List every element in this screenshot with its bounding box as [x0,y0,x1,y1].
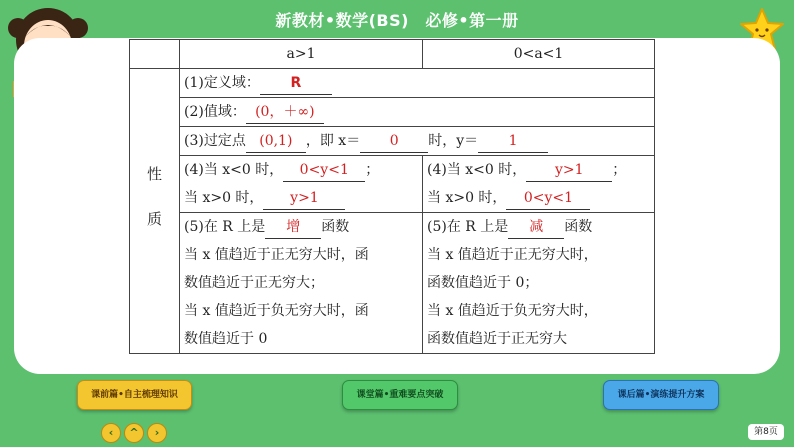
post-class-button[interactable]: 课后篇•演练提升方案 [603,380,719,410]
monotonic-left-text: 当 x 值趋近于正无穷大时，函 [184,247,369,263]
fixed-point-mid2: 时，y＝ [428,133,479,149]
monotonic-right-prefix: (5)在 R 上是 [427,219,509,235]
row-label: 性质 [145,166,163,256]
sign-right-line2: 当 x>0 时， [427,190,507,206]
sign-right-answer2: 0<y<1 [506,188,590,210]
range-prefix: (2)值域： [184,104,246,120]
monotonic-right-suffix: 函数 [564,219,593,235]
monotonic-left-suffix: 函数 [321,219,350,235]
col-header-a-between-0-1: 0<a<1 [423,40,655,69]
header-empty-cell [130,40,180,69]
table-row [130,156,655,213]
sign-left-answer2: y>1 [263,188,345,210]
pre-class-button[interactable]: 课前篇•自主梳理知识 [77,380,192,410]
sign-right-cell [423,156,655,213]
monotonic-left-text: 数值趋近于正无穷大； [184,275,324,291]
monotonic-left-prefix: (5)在 R 上是 [184,219,266,235]
monotonic-right-cell [423,213,655,354]
domain-cell [180,69,655,98]
header [0,0,794,40]
sign-right-line1: (4)当 x<0 时， [427,162,527,178]
monotonic-right-text: 函数值趋近于正无穷大 [427,331,567,347]
monotonic-right-answer: 减 [508,217,564,239]
fixed-point-x-answer: 0 [360,131,428,153]
range-cell [180,98,655,127]
monotonic-right-text: 当 x 值趋近于负无穷大时， [427,303,598,319]
sign-left-line1: (4)当 x<0 时， [184,162,284,178]
fixed-point-cell [180,127,655,156]
header-title: 新教材•数学(BS) 必修•第一册 [275,11,519,30]
table-header-row [130,40,655,69]
monotonic-right-text: 当 x 值趋近于正无穷大时， [427,247,598,263]
monotonic-left-answer: 增 [265,217,321,239]
row-label-cell [130,69,180,354]
sign-right-answer1: y>1 [526,160,612,182]
sign-left-end1: ； [365,162,380,178]
sign-left-line2: 当 x>0 时， [184,190,264,206]
page-number: 第8页 [748,424,784,440]
table-row [130,69,655,98]
home-icon[interactable]: ^ [124,423,144,443]
range-answer: (0，＋∞) [246,102,324,124]
monotonic-left-text: 数值趋近于 0 [184,331,268,347]
monotonic-left-cell [180,213,423,354]
domain-answer: R [260,73,332,95]
table-row [130,213,655,354]
exponential-properties-table [129,39,655,354]
monotonic-right-text: 函数值趋近于 0； [427,275,539,291]
sign-left-answer1: 0<y<1 [283,160,365,182]
fixed-point-mid1: ，即 x＝ [305,133,361,149]
fixed-point-answer: (0,1) [246,131,306,153]
in-class-button[interactable]: 课堂篇•重难要点突破 [342,380,458,410]
sign-left-cell [180,156,423,213]
fixed-point-y-answer: 1 [478,131,548,153]
prev-page-icon[interactable]: ‹ [101,423,121,443]
next-page-icon[interactable]: › [147,423,167,443]
domain-prefix: (1)定义域： [184,75,260,91]
table-row [130,127,655,156]
fixed-point-prefix: (3)过定点 [184,133,246,149]
col-header-a-gt-1: a>1 [180,40,423,69]
monotonic-left-text: 当 x 值趋近于负无穷大时，函 [184,303,369,319]
table-row [130,98,655,127]
sign-right-end1: ； [612,162,627,178]
